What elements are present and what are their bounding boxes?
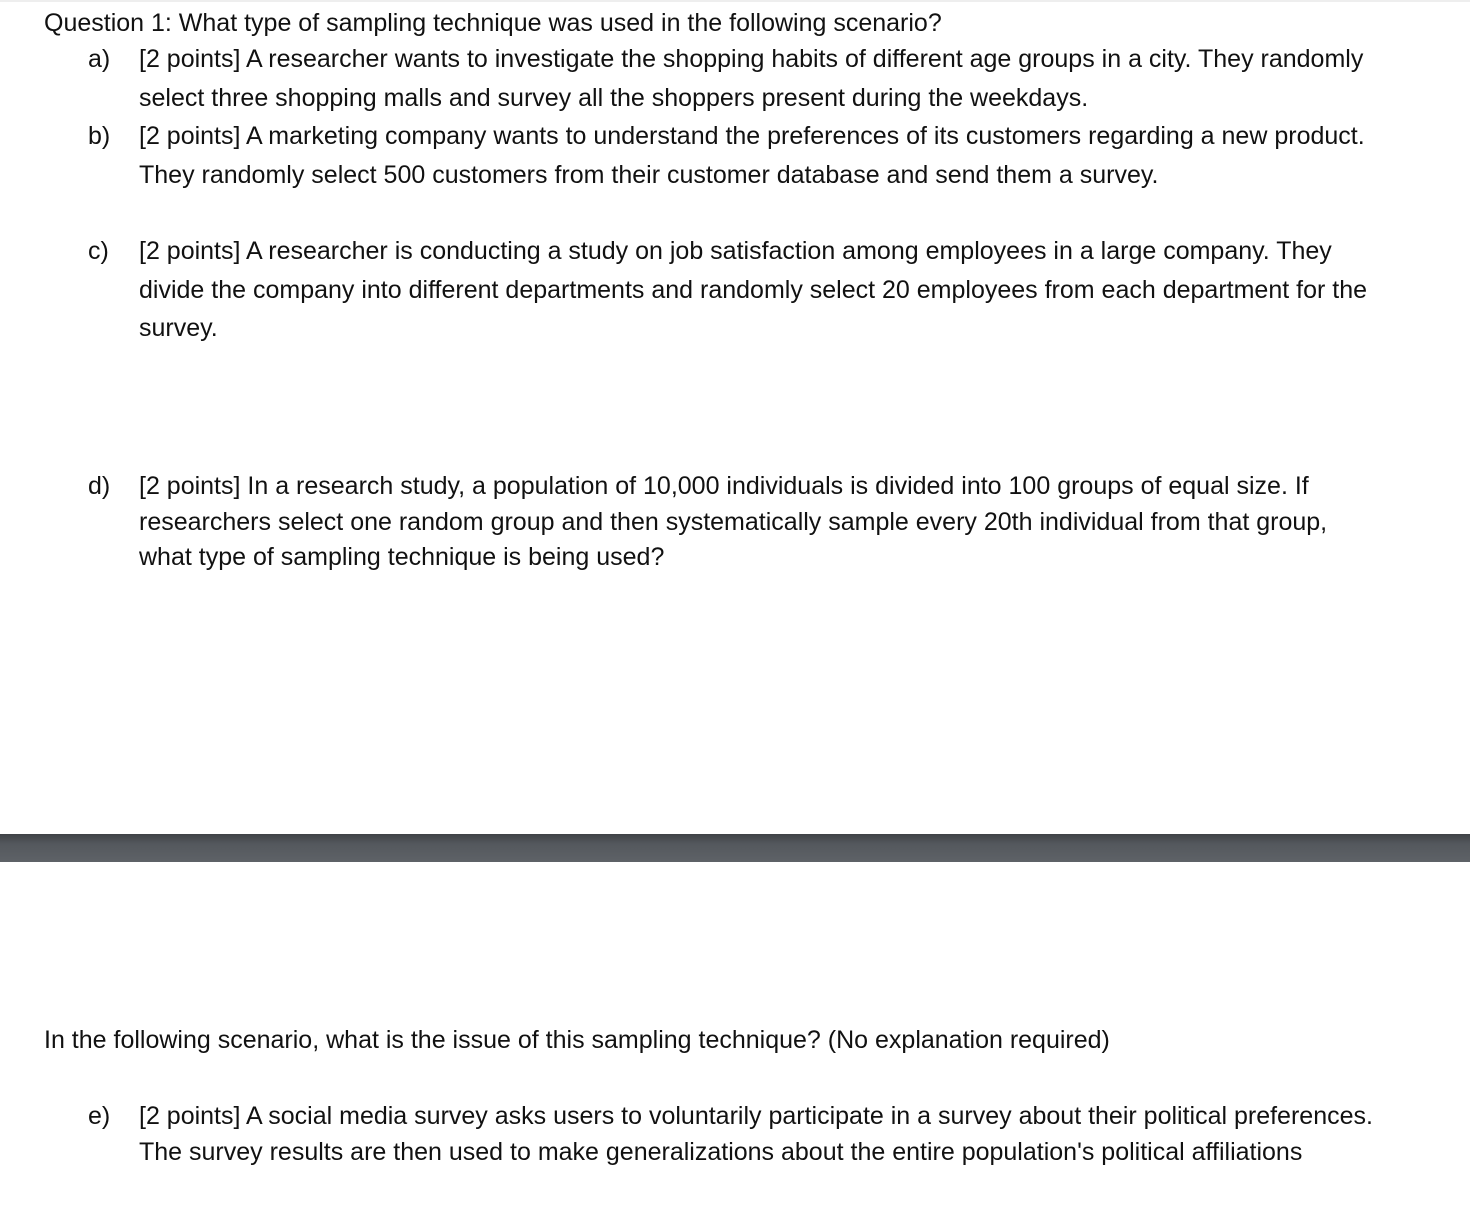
item-marker: d) [88,472,111,500]
question-item-a [88,40,1388,117]
question-item-c [88,232,1388,348]
item-marker: e) [88,1102,111,1130]
page-separator [0,834,1470,862]
item-text: [2 points] A researcher is conducting a study on job satisfaction among employees in a large company. They divide the company into different departments and randomly select 20 employees from each department for the survey. [139,237,1368,342]
question-title: Question 1: What type of sampling technique was used in the following scenario? [44,9,942,37]
item-marker: a) [88,45,111,73]
item-text: [2 points] A marketing company wants to understand the preferences of its customers regarding a new product. They randomly select 500 customers from their customer database and send them a survey. [139,122,1365,189]
followup-instruction: In the following scenario, what is the issue of this sampling technique? (No explanation required) [44,1026,1110,1054]
item-marker: c) [88,237,109,265]
item-text: [2 points] A social media survey asks users to voluntarily participate in a survey about their political preferences. The survey results are then used to make generalizations about the entire population's political affiliations [139,1102,1373,1166]
item-text: [2 points] In a research study, a population of 10,000 individuals is divided into 100 groups of equal size. If researchers select one random group and then systematically sample every 20th individual from that group, what type of sampling technique is being used? [139,472,1328,571]
question-item-d [88,469,1388,576]
item-text: [2 points] A researcher wants to investigate the shopping habits of different age groups in a city. They randomly select three shopping malls and survey all the shoppers present during the weekdays. [139,45,1364,112]
item-marker: b) [88,122,111,150]
question-item-b [88,117,1388,194]
question-item-e [88,1099,1388,1170]
